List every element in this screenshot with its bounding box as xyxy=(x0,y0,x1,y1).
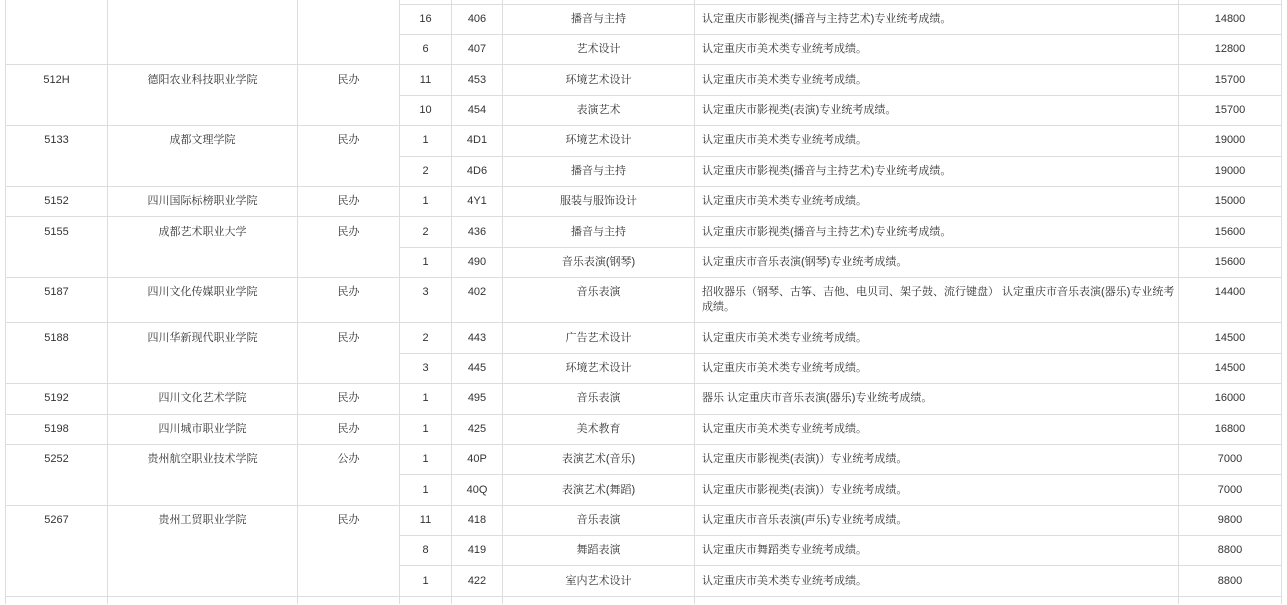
tuition-fee: 8800 xyxy=(1179,566,1282,596)
plan-count: 8 xyxy=(400,536,452,566)
major-name: 环境艺术设计 xyxy=(503,353,695,383)
plan-count: 1 xyxy=(400,414,452,444)
tuition-fee: 19000 xyxy=(1179,126,1282,156)
tuition-fee: 15600 xyxy=(1179,247,1282,277)
plan-count: 2 xyxy=(400,217,452,247)
major-name: 表演艺术(舞蹈) xyxy=(503,475,695,505)
major-name: 艺术设计 xyxy=(503,35,695,65)
tuition-fee: 14400 xyxy=(1179,278,1282,323)
plan-count: 1 xyxy=(400,384,452,414)
major-name: 音乐表演 xyxy=(503,278,695,323)
table-row xyxy=(6,126,1282,156)
school-code xyxy=(6,596,108,604)
major-code: 445 xyxy=(452,353,503,383)
major-code: 419 xyxy=(452,536,503,566)
major-name xyxy=(503,596,695,604)
major-name: 播音与主持 xyxy=(503,217,695,247)
tuition-fee xyxy=(1179,596,1282,604)
tuition-fee: 14500 xyxy=(1179,323,1282,353)
table-row xyxy=(6,217,1282,247)
school-ownership: 公办 xyxy=(298,444,400,505)
major-name: 舞蹈表演 xyxy=(503,536,695,566)
plan-count: 1 xyxy=(400,566,452,596)
tuition-fee: 16800 xyxy=(1179,414,1282,444)
admission-requirement: 认定重庆市影视类(表演)）专业统考成绩。 xyxy=(695,444,1179,474)
table-row xyxy=(6,65,1282,95)
major-name: 播音与主持 xyxy=(503,4,695,34)
school-ownership: 民办 xyxy=(298,323,400,384)
admission-requirement: 认定重庆市影视类(播音与主持艺术)专业统考成绩。 xyxy=(695,156,1179,186)
school-code: 5187 xyxy=(6,278,108,323)
plan-count: 1 xyxy=(400,247,452,277)
school-name: 四川国际标榜职业学院 xyxy=(108,186,298,216)
school-name: 贵州工贸职业学院 xyxy=(108,505,298,596)
major-code: 425 xyxy=(452,414,503,444)
admission-requirement: 认定重庆市美术类专业统考成绩。 xyxy=(695,353,1179,383)
admission-requirement: 招收器乐（钢琴、古筝、吉他、电贝司、架子鼓、流行键盘） 认定重庆市音乐表演(器乐)专业统考成绩。 xyxy=(695,278,1179,323)
school-code: 5133 xyxy=(6,126,108,187)
admission-requirement: 认定重庆市美术类专业统考成绩。 xyxy=(695,35,1179,65)
school-code xyxy=(6,0,108,65)
major-code: 454 xyxy=(452,95,503,125)
table-row xyxy=(6,323,1282,353)
plan-count: 10 xyxy=(400,95,452,125)
admission-requirement: 认定重庆市美术类专业统考成绩。 xyxy=(695,323,1179,353)
school-name: 成都文理学院 xyxy=(108,126,298,187)
plan-count: 11 xyxy=(400,65,452,95)
tuition-fee: 16000 xyxy=(1179,384,1282,414)
major-name: 播音与主持 xyxy=(503,156,695,186)
admission-requirement: 认定重庆市音乐表演(钢琴)专业统考成绩。 xyxy=(695,247,1179,277)
school-name: 德阳农业科技职业学院 xyxy=(108,65,298,126)
major-name: 环境艺术设计 xyxy=(503,126,695,156)
admission-requirement: 认定重庆市美术类专业统考成绩。 xyxy=(695,186,1179,216)
school-code: 5192 xyxy=(6,384,108,414)
admission-requirement: 认定重庆市影视类(表演)专业统考成绩。 xyxy=(695,95,1179,125)
plan-count: 6 xyxy=(400,35,452,65)
tuition-fee: 7000 xyxy=(1179,475,1282,505)
major-code: 422 xyxy=(452,566,503,596)
school-name: 四川文化传媒职业学院 xyxy=(108,278,298,323)
plan-count: 2 xyxy=(400,156,452,186)
tuition-fee: 12800 xyxy=(1179,35,1282,65)
admission-requirement: 认定重庆市影视类(播音与主持艺术)专业统考成绩。 xyxy=(695,4,1179,34)
school-ownership xyxy=(298,0,400,65)
table-row xyxy=(6,186,1282,216)
major-code xyxy=(452,596,503,604)
school-code: 5198 xyxy=(6,414,108,444)
major-code: 402 xyxy=(452,278,503,323)
major-code: 418 xyxy=(452,505,503,535)
tuition-fee: 15600 xyxy=(1179,217,1282,247)
school-ownership: 民办 xyxy=(298,65,400,126)
major-code: 406 xyxy=(452,4,503,34)
admission-requirement: 认定重庆市影视类(播音与主持艺术)专业统考成绩。 xyxy=(695,217,1179,247)
school-name: 四川城市职业学院 xyxy=(108,414,298,444)
major-code: 453 xyxy=(452,65,503,95)
major-code: 40P xyxy=(452,444,503,474)
tuition-fee: 9800 xyxy=(1179,505,1282,535)
table-row xyxy=(6,414,1282,444)
table-row-partial xyxy=(6,596,1282,604)
school-name: 四川文化艺术学院 xyxy=(108,384,298,414)
major-name: 音乐表演 xyxy=(503,384,695,414)
plan-count: 1 xyxy=(400,186,452,216)
admission-requirement: 认定重庆市美术类专业统考成绩。 xyxy=(695,414,1179,444)
tuition-fee: 19000 xyxy=(1179,156,1282,186)
major-name: 环境艺术设计 xyxy=(503,65,695,95)
admission-requirement: 认定重庆市美术类专业统考成绩。 xyxy=(695,126,1179,156)
major-code: 4D6 xyxy=(452,156,503,186)
school-ownership: 民办 xyxy=(298,384,400,414)
admission-requirement: 认定重庆市美术类专业统考成绩。 xyxy=(695,566,1179,596)
tuition-fee: 15000 xyxy=(1179,186,1282,216)
school-code: 512H xyxy=(6,65,108,126)
school-code: 5267 xyxy=(6,505,108,596)
plan-count: 11 xyxy=(400,505,452,535)
school-ownership: 民办 xyxy=(298,126,400,187)
school-code: 5188 xyxy=(6,323,108,384)
school-ownership xyxy=(298,596,400,604)
school-ownership: 民办 xyxy=(298,505,400,596)
table-row xyxy=(6,505,1282,535)
school-code: 5252 xyxy=(6,444,108,505)
table-row xyxy=(6,444,1282,474)
admissions-table xyxy=(5,0,1282,604)
school-ownership: 民办 xyxy=(298,217,400,278)
tuition-fee: 8800 xyxy=(1179,536,1282,566)
plan-count xyxy=(400,596,452,604)
table-row xyxy=(6,384,1282,414)
major-code: 4Y1 xyxy=(452,186,503,216)
school-name: 贵州航空职业技术学院 xyxy=(108,444,298,505)
admission-requirement: 认定重庆市舞蹈类专业统考成绩。 xyxy=(695,536,1179,566)
major-code: 443 xyxy=(452,323,503,353)
admission-requirement: 认定重庆市音乐表演(声乐)专业统考成绩。 xyxy=(695,505,1179,535)
admission-requirement: 认定重庆市影视类(表演)）专业统考成绩。 xyxy=(695,475,1179,505)
school-name xyxy=(108,0,298,65)
major-name: 服装与服饰设计 xyxy=(503,186,695,216)
school-ownership: 民办 xyxy=(298,414,400,444)
school-code: 5155 xyxy=(6,217,108,278)
plan-count: 16 xyxy=(400,4,452,34)
plan-count: 1 xyxy=(400,444,452,474)
major-name: 室内艺术设计 xyxy=(503,566,695,596)
school-name xyxy=(108,596,298,604)
school-code: 5152 xyxy=(6,186,108,216)
plan-count: 3 xyxy=(400,353,452,383)
school-name: 成都艺术职业大学 xyxy=(108,217,298,278)
major-code: 495 xyxy=(452,384,503,414)
major-code: 490 xyxy=(452,247,503,277)
major-name: 音乐表演(钢琴) xyxy=(503,247,695,277)
major-code: 407 xyxy=(452,35,503,65)
major-code: 4D1 xyxy=(452,126,503,156)
school-name: 四川华新现代职业学院 xyxy=(108,323,298,384)
plan-count: 1 xyxy=(400,126,452,156)
major-name: 表演艺术(音乐) xyxy=(503,444,695,474)
tuition-fee: 7000 xyxy=(1179,444,1282,474)
major-code: 40Q xyxy=(452,475,503,505)
tuition-fee: 15700 xyxy=(1179,95,1282,125)
admission-requirement: 器乐 认定重庆市音乐表演(器乐)专业统考成绩。 xyxy=(695,384,1179,414)
admission-requirement: 认定重庆市美术类专业统考成绩。 xyxy=(695,65,1179,95)
plan-count: 1 xyxy=(400,475,452,505)
tuition-fee: 15700 xyxy=(1179,65,1282,95)
tuition-fee: 14500 xyxy=(1179,353,1282,383)
major-name: 美术教育 xyxy=(503,414,695,444)
admission-requirement xyxy=(695,596,1179,604)
tuition-fee: 14800 xyxy=(1179,4,1282,34)
major-name: 表演艺术 xyxy=(503,95,695,125)
major-name: 广告艺术设计 xyxy=(503,323,695,353)
plan-count: 2 xyxy=(400,323,452,353)
major-name: 音乐表演 xyxy=(503,505,695,535)
table-row xyxy=(6,278,1282,323)
major-code: 436 xyxy=(452,217,503,247)
plan-count: 3 xyxy=(400,278,452,323)
school-ownership: 民办 xyxy=(298,186,400,216)
school-ownership: 民办 xyxy=(298,278,400,323)
